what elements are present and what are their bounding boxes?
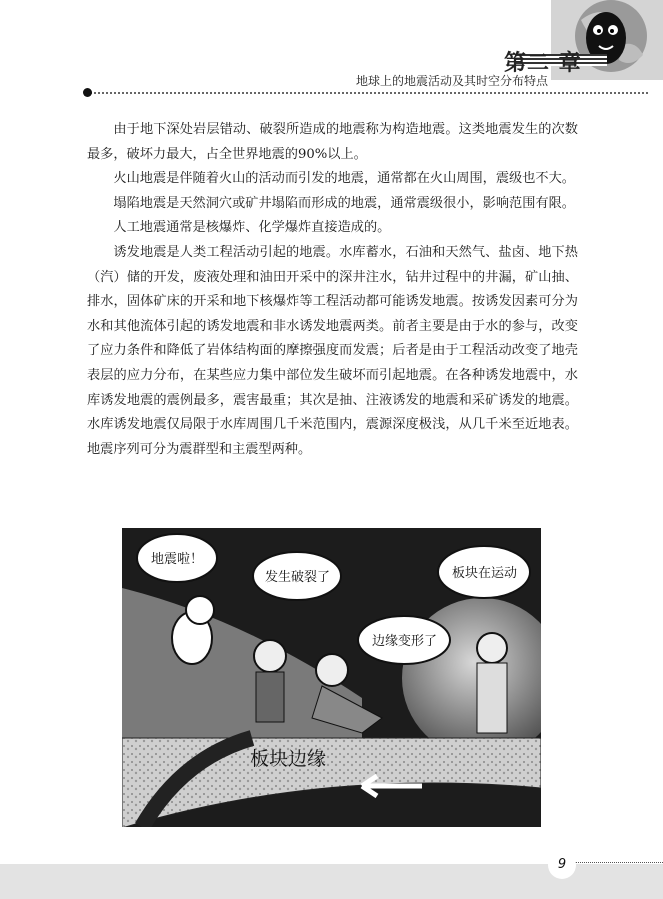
boy-character: [254, 640, 286, 722]
header-bullet: [83, 88, 92, 97]
speech-bubble: [253, 552, 341, 600]
bubble-text: 板块在运动: [452, 566, 518, 581]
page-number: 9: [548, 851, 576, 879]
paragraph: 诱发地震是人类工程活动引起的地震。水库蓄水，石油和天然气、盐卤、地下热（汽）储的开发，废液处理和油田开采中的深井注水，钻井过程中的井漏，矿山抽、排水，固体矿床的开采和地下核爆炸等工程活动都可能诱发地震。按诱发因素可分为水和其他流体引起的诱发地震和非水诱发地震两类。前者主要是由于水的参与，改变了应力条件和降低了岩体结构面的摩擦强度而发震；后者是由于工程活动改变了地壳表层的应力分布，在某些应力集中部位发生破坏而引起地震。在各种诱发地震中，水库诱发地震的震例最多，震害最重；其次是抽、注液诱发的地震和采矿诱发的地震。水库诱发地震仅局限于水库周围几千米范围内，震源深度极浅，从几千米至近地表。地震序列可分为震群型和主震型两种。: [87, 244, 578, 457]
body-text: [87, 118, 578, 462]
paragraph: 由于地下深处岩层错动、破裂所造成的地震称为构造地震。这类地震发生的次数最多，破坏力最大，占全世界地震的90%以上。: [87, 122, 578, 162]
old-man-character: [477, 633, 507, 733]
paragraph: 火山地震是伴随着火山的活动而引发的地震，通常都在火山周围，震级也不大。: [113, 171, 575, 187]
header-divider: [85, 92, 648, 94]
earthquake-cartoon-illustration: [122, 528, 541, 827]
bubble-text: 发生破裂了: [265, 570, 331, 585]
paragraph: 塌陷地震是天然洞穴或矿井塌陷而形成的地震，通常震级很小，影响范围有限。: [113, 195, 575, 211]
paragraph: 人工地震通常是核爆炸、化学爆炸直接造成的。: [113, 220, 391, 236]
footer-divider: [575, 862, 663, 863]
speech-bubble: [137, 534, 217, 582]
bubble-text: 边缘变形了: [372, 634, 438, 649]
speech-bubble: [438, 546, 530, 598]
chapter-title: 第二 章: [504, 51, 582, 76]
plate-boundary-label: 板块边缘: [250, 748, 327, 770]
section-subtitle: 地球上的地震活动及其时空分布特点: [356, 74, 549, 88]
speech-bubble: [358, 616, 450, 664]
bubble-text: 地震啦！: [151, 552, 204, 567]
